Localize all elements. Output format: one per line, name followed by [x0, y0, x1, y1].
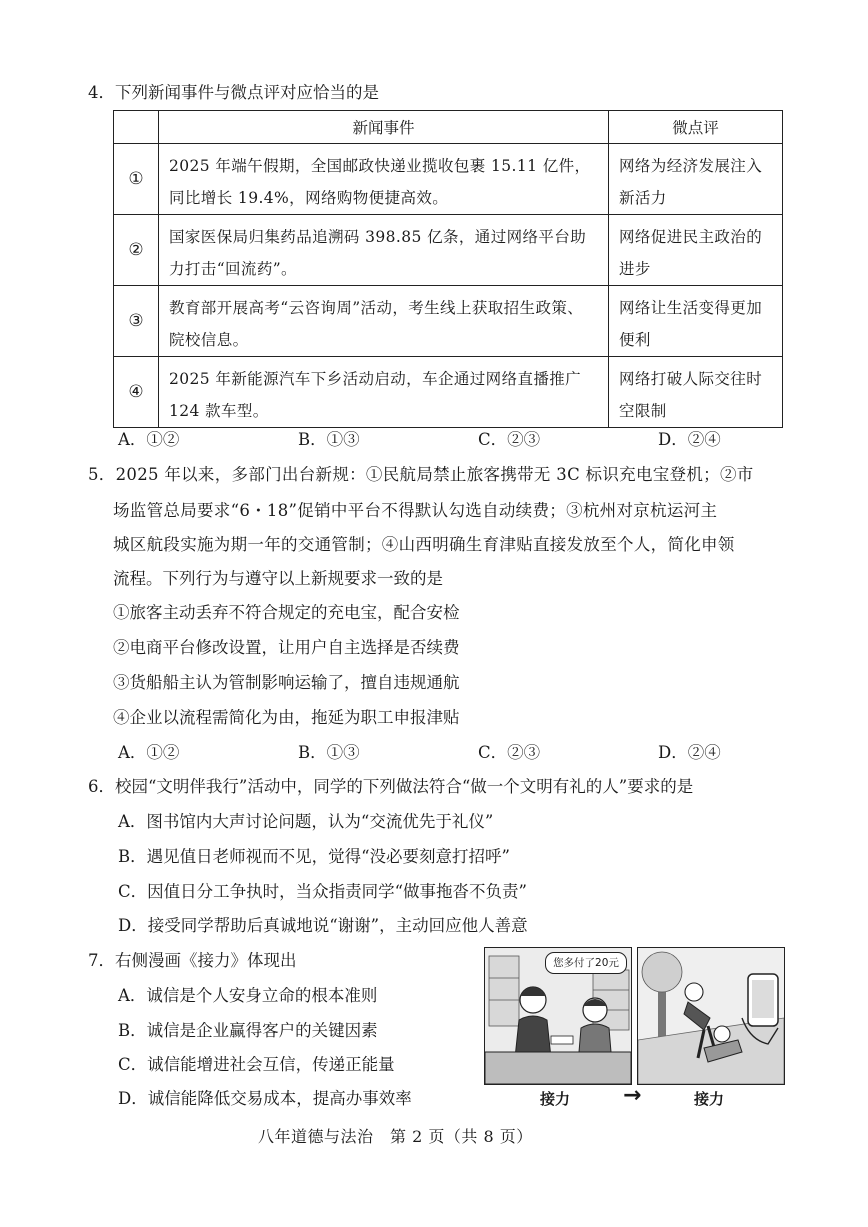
q7-option-c[interactable]: C．诚信能增进社会互信，传递正能量 [118, 1055, 395, 1074]
q5-item-2: ②电商平台修改设置，让用户自主选择是否续费 [113, 638, 460, 657]
header-blank [114, 111, 159, 144]
q5-item-4: ④企业以流程需简化为由，拖延为职工申报津贴 [113, 708, 460, 727]
speech-bubble: 您多付了20元 [545, 952, 627, 974]
row-event: 2025 年端午假期，全国邮政快递业揽收包裹 15.11 亿件，同比增长 19.4%，网络购物便捷高效。 [159, 144, 609, 215]
q5-item-3: ③货船船主认为管制影响运输了，擅自违规通航 [113, 673, 460, 692]
q4-stem: 4．下列新闻事件与微点评对应恰当的是 [88, 83, 379, 102]
q5-option-b[interactable]: B．①③ [298, 743, 360, 762]
q7-option-a[interactable]: A．诚信是个人安身立命的根本准则 [118, 986, 378, 1005]
q4-option-d[interactable]: D．②④ [658, 430, 721, 449]
arrow-right-icon: → [623, 1083, 642, 1108]
q6-option-b[interactable]: B．遇见值日老师视而不见，觉得“没必要刻意打招呼” [118, 847, 510, 866]
row-index: ① [114, 144, 159, 215]
q4-option-c[interactable]: C．②③ [478, 430, 541, 449]
header-event: 新闻事件 [159, 111, 609, 144]
comic-caption-right: 接力 [694, 1090, 725, 1108]
row-index: ② [114, 215, 159, 286]
table-row [114, 286, 783, 357]
q5-option-d[interactable]: D．②④ [658, 743, 721, 762]
q6-option-a[interactable]: A．图书馆内大声讨论问题，认为“交流优先于礼仪” [118, 812, 494, 831]
q5-item-1: ①旅客主动丢弃不符合规定的充电宝，配合安检 [113, 603, 460, 622]
comic-panel-right [637, 947, 785, 1085]
q6-option-c[interactable]: C．因值日分工争执时，当众指责同学“做事拖沓不负责” [118, 882, 527, 901]
q7-option-d[interactable]: D．诚信能降低交易成本，提高办事效率 [118, 1089, 412, 1108]
table-row [114, 215, 783, 286]
q6-option-d[interactable]: D．接受同学帮助后真诚地说“谢谢”，主动回应他人善意 [118, 916, 528, 935]
row-comment: 网络让生活变得更加便利 [609, 286, 783, 357]
q5-option-c[interactable]: C．②③ [478, 743, 541, 762]
page-footer: 八年道德与法治 第 2 页（共 8 页） [258, 1127, 533, 1146]
q7-option-b[interactable]: B．诚信是企业赢得客户的关键因素 [118, 1021, 378, 1040]
q7-stem: 7．右侧漫画《接力》体现出 [88, 951, 297, 970]
q5-stem-line-2: 场监管总局要求“6・18”促销中平台不得默认勾选自动续费；③杭州对京杭运河主 [113, 501, 718, 520]
row-comment: 网络打破人际交往时空限制 [609, 357, 783, 428]
q5-option-a[interactable]: A．①② [118, 743, 180, 762]
row-event: 2025 年新能源汽车下乡活动启动，车企通过网络直播推广 124 款车型。 [159, 357, 609, 428]
q5-stem-line-1: 5．2025 年以来，多部门出台新规：①民航局禁止旅客携带无 3C 标识充电宝登机；②市 [88, 465, 754, 484]
q5-stem-line-3: 城区航段实施为期一年的交通管制；④山西明确生育津贴直接发放至个人，简化申领 [113, 535, 735, 554]
table-row [114, 357, 783, 428]
news-table [113, 110, 783, 428]
row-index: ③ [114, 286, 159, 357]
row-comment: 网络为经济发展注入新活力 [609, 144, 783, 215]
row-comment: 网络促进民主政治的进步 [609, 215, 783, 286]
comic-street-illustration [638, 948, 784, 1084]
table-header-row [114, 111, 783, 144]
comic-panel-left [484, 947, 632, 1085]
q4-option-b[interactable]: B．①③ [298, 430, 360, 449]
q5-stem-line-4: 流程。下列行为与遵守以上新规要求一致的是 [113, 569, 443, 588]
q4-option-a[interactable]: A．①② [118, 430, 180, 449]
row-event: 教育部开展高考“云咨询周”活动，考生线上获取招生政策、院校信息。 [159, 286, 609, 357]
comic-caption-left: 接力 [540, 1090, 571, 1108]
q6-stem: 6．校园“文明伴我行”活动中，同学的下列做法符合“做一个文明有礼的人”要求的是 [88, 777, 694, 796]
row-index: ④ [114, 357, 159, 428]
header-comment: 微点评 [609, 111, 783, 144]
row-event: 国家医保局归集药品追溯码 398.85 亿条，通过网络平台助力打击“回流药”。 [159, 215, 609, 286]
table-row [114, 144, 783, 215]
